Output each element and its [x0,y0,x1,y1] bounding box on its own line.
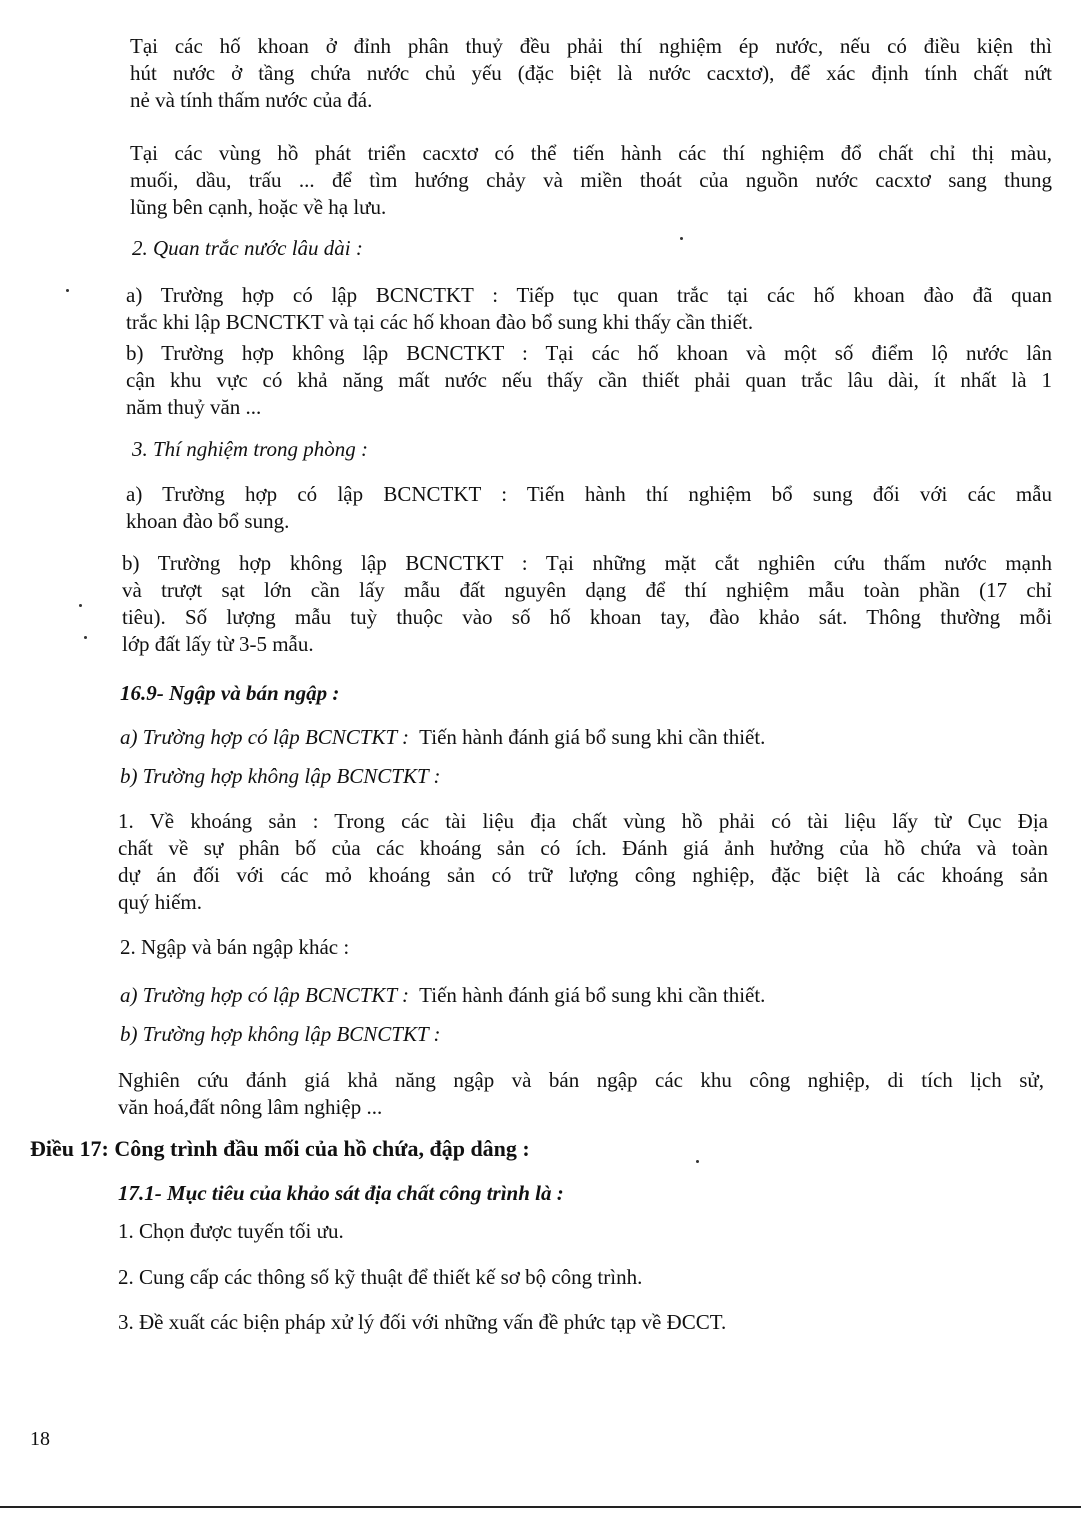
case-label: a) Trường hợp có lập BCNCTKT : [120,725,410,749]
page-number: 18 [30,1428,50,1450]
case-text: Tiến hành đánh giá bổ sung khi cần thiết. [419,983,766,1007]
paragraph-pressure-test [130,33,1052,114]
paragraph-other-case-b: b) Trường hợp không lập BCNCTKT : [120,1022,441,1046]
scan-speck [84,636,87,639]
text-line: lớp đất lấy từ 3-5 mẫu. [122,632,314,656]
bottom-rule [0,1506,1081,1508]
scan-speck [696,1160,699,1163]
paragraph-monitoring-case-b [126,340,1052,421]
list-item-1: 1. Chọn được tuyến tối ưu. [118,1219,344,1243]
text-line: Nghiên cứu đánh giá khả năng ngập và bán ngập các khu công nghiệp, di tích lịch sử, [118,1068,1044,1092]
text-line: và trượt sạt lớn cần lấy mẫu đất nguyên dạng để thí nghiệm mẫu toàn phần (17 chỉ [122,578,1052,602]
paragraph-lab-case-b [122,550,1052,658]
case-text: Tiến hành đánh giá bổ sung khi cần thiết. [419,725,766,749]
text-line: 1. Về khoáng sản : Trong các tài liệu địa chất vùng hồ phải có tài liệu lấy từ Cục Địa [118,809,1048,833]
text-line: khoan đào bổ sung. [126,509,290,533]
paragraph-minerals [118,808,1048,916]
case-label: a) Trường hợp có lập BCNCTKT : [120,983,410,1007]
article-heading-dieu-17: Điều 17: Công trình đầu mối của hồ chứa, đập dâng : [30,1136,530,1161]
subheading-long-term-monitoring: 2. Quan trắc nước lâu dài : [132,236,363,260]
text-line: lũng bên cạnh, hoặc về hạ lưu. [130,195,387,219]
text-line: b) Trường hợp không lập BCNCTKT : Tại những mặt cắt nghiên cứu thấm nước mạnh [122,551,1052,575]
text-line: chất về sự phân bố của các khoáng sản có ích. Đánh giá ảnh hưởng của hồ chứa và toàn [118,836,1048,860]
text-line: văn hoá,đất nông lâm nghiệp ... [118,1095,383,1119]
list-item-3: 3. Đề xuất các biện pháp xử lý đối với những vấn đề phức tạp về ĐCCT. [118,1310,727,1334]
section-heading-16-9: 16.9- Ngập và bán ngập : [120,681,340,705]
scan-speck [680,237,683,240]
subheading-other-flooding: 2. Ngập và bán ngập khác : [120,935,350,959]
paragraph-research-flooding [118,1067,1044,1121]
paragraph-flooding-case-b: b) Trường hợp không lập BCNCTKT : [120,764,441,788]
text-line: tiêu). Số lượng mẫu tuỳ thuộc vào số hố khoan tay, đào khảo sát. Thông thường mỗi [122,605,1052,629]
text-line: a) Trường hợp có lập BCNCTKT : Tiến hành thí nghiệm bổ sung đối với các mẫu [126,482,1052,506]
text-line: năm thuỷ văn ... [126,395,262,419]
text-line: trắc khi lập BCNCTKT và tại các hố khoan đào bổ sung khi thấy cần thiết. [126,310,754,334]
text-line: Tại các vùng hồ phát triển cacxtơ có thể tiến hành các thí nghiệm đổ chất chỉ thị màu, [130,141,1052,165]
list-item-2: 2. Cung cấp các thông số kỹ thuật để thiết kế sơ bộ công trình. [118,1265,643,1289]
paragraph-monitoring-case-a [126,282,1052,336]
text-line: quý hiếm. [118,890,202,914]
text-line: cận khu vực có khả năng mất nước nếu thấy cần thiết phải quan trắc lâu dài, ít nhất là 1 [126,368,1052,392]
paragraph-lab-case-a [126,481,1052,535]
text-line: b) Trường hợp không lập BCNCTKT : Tại các hố khoan và một số điểm lộ nước lân [126,341,1052,365]
scan-speck [66,289,69,292]
subheading-lab-tests: 3. Thí nghiệm trong phòng : [132,437,369,461]
text-line: Tại các hố khoan ở đỉnh phân thuỷ đều phải thí nghiệm ép nước, nếu có điều kiện thì [130,34,1052,58]
text-line: dự án đối với các mỏ khoáng sản có trữ lượng công nghiệp, đặc biệt là các khoáng sản [118,863,1048,887]
scan-speck [79,604,82,607]
text-line: nẻ và tính thấm nước của đá. [130,88,373,112]
text-line: muối, dầu, trấu ... để tìm hướng chảy và miền thoát của nguồn nước cacxtơ sang thung [130,168,1052,192]
text-line: a) Trường hợp có lập BCNCTKT : Tiếp tục quan trắc tại các hố khoan đào đã quan [126,283,1052,307]
text-line: hút nước ở tầng chứa nước chủ yếu (đặc biệt là nước cacxtơ), để xác định tính chất nứt [130,61,1052,85]
paragraph-flooding-case-a [120,724,765,751]
paragraph-other-case-a [120,982,765,1009]
paragraph-karst-tests [130,140,1052,221]
section-heading-17-1: 17.1- Mục tiêu của khảo sát địa chất công trình là : [118,1181,564,1205]
